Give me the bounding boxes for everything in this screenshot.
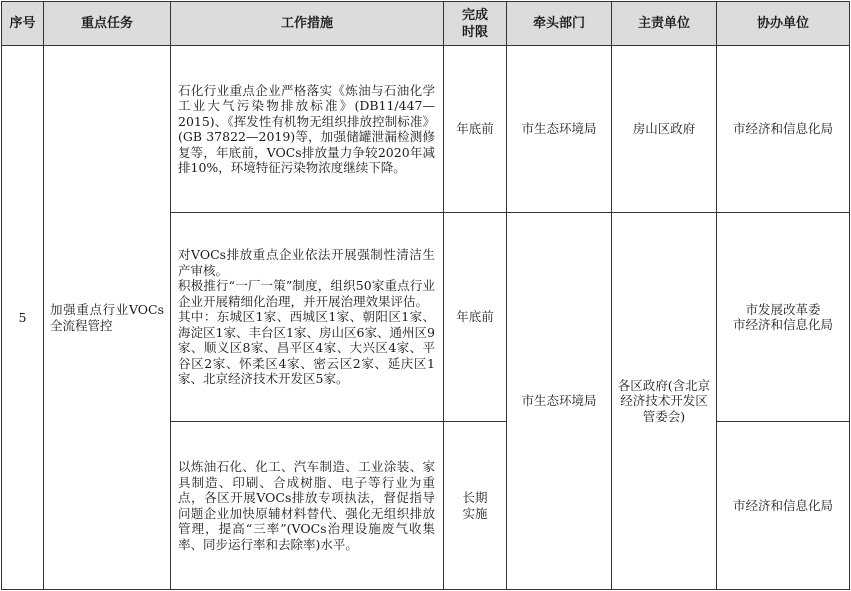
header-row [2, 2, 850, 46]
header-lead-dept: 牵头部门 [507, 2, 612, 46]
assist-unit-line: 市经济和信息化局 [732, 317, 833, 332]
cell-deadline-3 [444, 422, 507, 590]
cell-responsible-unit-shared: 各区政府(含北京经济技术开发区管委会) [612, 213, 717, 590]
header-deadline-line1: 完成 [461, 7, 488, 23]
measure-text: 其中：东城区1家、西城区1家、朝阳区1家、海淀区1家、丰台区1家、房山区6家、通州区9家、顺义区8家、昌平区4家、大兴区4家、平谷区2家、怀柔区4家、密云区2家、延庆区1家、北京经济技术开发区5家。 [178, 309, 435, 387]
deadline-line: 长期 [462, 490, 488, 505]
header-deadline [444, 2, 507, 46]
measure-text: 积极推行“一厂一策”制度，组织50家重点行业企业开展精细化治理，并开展治理效果评估。 [178, 278, 435, 309]
cell-lead-dept-shared: 市生态环境局 [507, 213, 612, 590]
header-task: 重点任务 [44, 2, 171, 46]
cell-seq: 5 [2, 46, 44, 590]
header-seq: 序号 [2, 2, 44, 46]
cell-assist-unit-3 [717, 422, 850, 590]
cell-lead-dept-1: 市生态环境局 [507, 46, 612, 213]
assist-unit-line: 市发展改革委 [745, 301, 821, 317]
cell-task: 加强重点行业VOCs全流程管控 [44, 46, 171, 590]
cell-assist-unit-1 [717, 46, 850, 213]
cell-measures-1 [171, 46, 444, 213]
assist-unit-line: 市经济和信息化局 [732, 497, 833, 513]
cell-deadline-2: 年底前 [444, 213, 507, 422]
cell-responsible-unit-1: 房山区政府 [612, 46, 717, 213]
cell-measures-2 [171, 213, 444, 422]
assist-unit-line: 市经济和信息化局 [732, 121, 833, 137]
header-measures: 工作措施 [171, 2, 444, 46]
deadline-line: 实施 [462, 505, 488, 521]
measure-text: 石化行业重点企业严格落实《炼油与石油化学工业大气污染物排放标准》(DB11/447—2015)、《挥发性有机物无组织排放控制标准》(GB 37822—2019)等，加强储罐泄漏检测修复等，年底前，VOCs排放量力争较2020年减排10%，环境特征污染物浓度继续下降。 [178, 82, 435, 175]
measure-text: 对VOCs排放重点企业依法开展强制性清洁生产审核。 [178, 247, 435, 278]
header-deadline-line2: 时限 [461, 24, 488, 40]
cell-measures-3 [171, 422, 444, 590]
table-row [2, 46, 850, 213]
header-assist-unit: 协办单位 [717, 2, 850, 46]
measure-text: 以炼油石化、化工、汽车制造、工业涂装、家具制造、印刷、合成树脂、电子等行业为重点，各区开展VOCs排放专项执法，督促指导问题企业加快原辅材料替代、强化无组织排放管理，提高“三率”(VOCs治理设施废气收集率、同步运行率和去除率)水平。 [178, 459, 435, 552]
cell-deadline-1: 年底前 [444, 46, 507, 213]
task-table [1, 1, 850, 590]
cell-assist-unit-2 [717, 213, 850, 422]
header-responsible-unit: 主责单位 [612, 2, 717, 46]
